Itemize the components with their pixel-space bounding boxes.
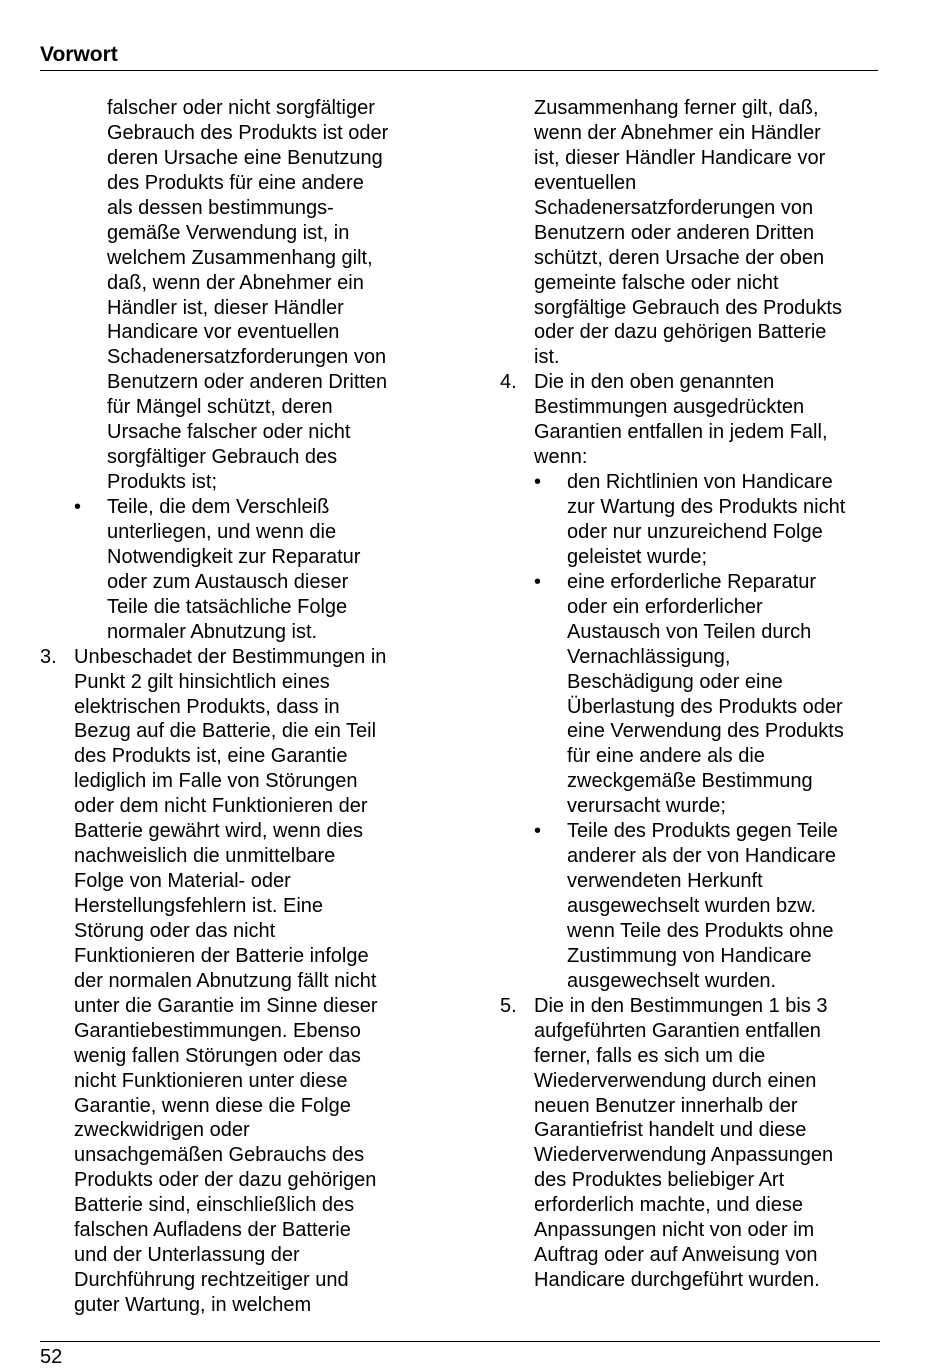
line-text: Handicare durchgeführt wurden. <box>534 1269 820 1292</box>
text-line <box>500 146 880 171</box>
line-text: Benutzern oder anderen Dritten <box>534 221 815 244</box>
line-text: Die in den oben genannten <box>534 371 775 394</box>
line-text: Funktionieren der Batterie infolge <box>74 944 369 967</box>
text-line <box>40 719 420 744</box>
text-line <box>500 869 880 894</box>
line-text: Auftrag oder auf Anweisung von <box>534 1244 818 1267</box>
text-line <box>500 171 880 196</box>
numbered-item-line <box>500 994 880 1019</box>
line-text: gemeinte falsche oder nicht <box>534 271 779 294</box>
line-text: oder zum Austausch dieser <box>107 570 349 593</box>
header-divider <box>40 70 878 71</box>
line-text: zweckgemäße Bestimmung <box>567 770 813 793</box>
text-line <box>500 719 880 744</box>
line-text: Teile die tatsächliche Folge <box>107 595 348 618</box>
left-text-column <box>40 96 420 1318</box>
line-text: sorgfältiger Gebrauch des <box>107 446 338 469</box>
text-line <box>40 146 420 171</box>
line-text: ausgewechselt wurden bzw. <box>567 895 817 917</box>
line-text: schützt, deren Ursache der oben <box>534 246 825 269</box>
text-line <box>40 744 420 769</box>
text-line <box>500 296 880 321</box>
line-text: Handicare vor eventuellen <box>107 321 340 344</box>
line-text: Wiederverwendung Anpassungen <box>534 1144 834 1167</box>
line-text: Wiederverwendung durch einen <box>534 1069 817 1092</box>
numbered-item-line <box>500 370 880 395</box>
line-text: lediglich im Falle von Störungen <box>74 770 358 793</box>
line-text: Produkts ist; <box>107 471 218 494</box>
text-line <box>40 670 420 695</box>
text-line <box>40 171 420 196</box>
text-line <box>40 345 420 370</box>
line-text: oder der dazu gehörigen Batterie <box>534 321 827 344</box>
line-text: erforderlich machte, und diese <box>534 1194 804 1217</box>
text-line <box>40 520 420 545</box>
text-line <box>500 246 880 271</box>
line-text: deren Ursache eine Benutzung <box>107 146 383 169</box>
bullet-item-line <box>500 570 880 595</box>
line-text: Händler ist, dieser Händler <box>107 296 344 319</box>
line-text: Bestimmungen ausgedrückten <box>534 396 805 419</box>
text-line <box>500 1094 880 1119</box>
text-line <box>40 1193 420 1218</box>
bullet-item-line <box>500 819 880 844</box>
text-line <box>40 1293 420 1318</box>
text-line <box>500 520 880 545</box>
line-text: Bezug auf die Batterie, die ein Teil <box>74 720 377 743</box>
line-text: nachweislich die unmittelbare <box>74 845 336 868</box>
line-text: nicht Funktionieren unter diese <box>74 1069 348 1092</box>
line-text: Herstellungsfehlern ist. Eine <box>74 895 324 917</box>
text-line <box>40 869 420 894</box>
text-line <box>40 1218 420 1243</box>
line-text: Zustimmung von Handicare <box>567 944 812 967</box>
line-text: Garantie, wenn diese die Folge <box>74 1094 351 1117</box>
line-text: unterliegen, und wenn die <box>107 520 337 543</box>
text-line <box>500 944 880 969</box>
text-line <box>40 1243 420 1268</box>
text-line <box>40 246 420 271</box>
line-text: sorgfältige Gebrauch des Produkts <box>534 296 842 319</box>
text-line <box>40 894 420 919</box>
text-line <box>500 271 880 296</box>
text-line <box>40 445 420 470</box>
text-line <box>500 320 880 345</box>
line-text: des Produkts ist, eine Garantie <box>74 745 348 768</box>
footer-divider <box>40 1341 880 1342</box>
text-line <box>500 1019 880 1044</box>
line-text: des Produktes beliebiger Art <box>534 1169 785 1192</box>
bullet-icon: • <box>74 496 82 518</box>
section-title: Vorwort <box>40 43 118 66</box>
text-line <box>40 320 420 345</box>
line-text: Unbeschadet der Bestimmungen in <box>74 645 387 668</box>
text-line <box>500 1193 880 1218</box>
line-text: ausgewechselt wurden. <box>567 969 777 992</box>
line-text: wenn Teile des Produkts ohne <box>567 919 834 942</box>
line-text: neuen Benutzer innerhalb der <box>534 1094 798 1117</box>
text-line <box>500 595 880 620</box>
right-text-column <box>500 96 880 1293</box>
text-line <box>40 1094 420 1119</box>
line-text: Teile, die dem Verschleiß <box>107 496 330 518</box>
line-text: Teile des Produkts gegen Teile <box>567 820 838 843</box>
text-line <box>500 794 880 819</box>
text-line <box>500 445 880 470</box>
line-text: verwendeten Herkunft <box>567 870 763 893</box>
line-text: wenn: <box>534 446 588 469</box>
text-line <box>500 969 880 994</box>
text-line <box>500 395 880 420</box>
page-number: 52 <box>40 1346 63 1368</box>
text-line <box>500 1218 880 1243</box>
line-text: wenn der Abnehmer ein Händler <box>534 121 821 144</box>
text-line <box>40 545 420 570</box>
text-line <box>40 1168 420 1193</box>
text-line <box>40 420 420 445</box>
text-line <box>40 695 420 720</box>
line-text: elektrischen Produkts, dass in <box>74 695 340 718</box>
line-text: Gebrauch des Produkts ist oder <box>107 121 389 144</box>
line-text: ist. <box>534 346 560 369</box>
text-line <box>500 894 880 919</box>
line-text: oder dem nicht Funktionieren der <box>74 795 368 818</box>
line-text: eine Verwendung des Produkts <box>567 720 844 743</box>
line-text: Austausch von Teilen durch <box>567 620 812 643</box>
text-line <box>500 919 880 944</box>
line-text: Garantien entfallen in jedem Fall, <box>534 421 828 444</box>
line-text: Zusammenhang ferner gilt, daß, <box>534 97 819 119</box>
line-text: Benutzern oder anderen Dritten <box>107 371 388 394</box>
text-line <box>40 1044 420 1069</box>
text-line <box>500 1268 880 1293</box>
line-text: Beschädigung oder eine <box>567 670 783 693</box>
line-text: und der Unterlassung der <box>74 1244 300 1267</box>
bullet-icon: • <box>534 820 542 843</box>
line-text: wenig fallen Störungen oder das <box>74 1044 361 1067</box>
bullet-icon: • <box>534 570 542 593</box>
line-text: welchem Zusammenhang gilt, <box>107 246 373 269</box>
text-line <box>500 1118 880 1143</box>
text-line <box>500 495 880 520</box>
line-text: Schadenersatzforderungen von <box>534 196 814 219</box>
text-line <box>40 969 420 994</box>
line-text: Folge von Material- oder <box>74 870 291 893</box>
text-line <box>40 395 420 420</box>
text-line <box>500 695 880 720</box>
text-line <box>500 221 880 246</box>
list-number: 3. <box>40 645 57 668</box>
text-line <box>500 620 880 645</box>
line-text: Notwendigkeit zur Reparatur <box>107 545 361 568</box>
line-text: Produkts oder der dazu gehörigen <box>74 1169 377 1192</box>
text-line <box>500 196 880 221</box>
line-text: zur Wartung des Produkts nicht <box>567 496 846 518</box>
text-line <box>500 345 880 370</box>
line-text: unsachgemäßen Gebrauchs des <box>74 1144 365 1167</box>
line-text: ist, dieser Händler Handicare vor <box>534 146 826 169</box>
line-text: guter Wartung, in welchem <box>74 1294 312 1316</box>
bullet-item-line <box>40 495 420 520</box>
line-text: eventuellen <box>534 171 637 194</box>
text-line <box>40 769 420 794</box>
bullet-item-line <box>500 470 880 495</box>
text-line <box>500 121 880 146</box>
text-line <box>40 570 420 595</box>
text-line <box>500 420 880 445</box>
line-text: Überlastung des Produkts oder <box>567 695 843 718</box>
bullet-icon: • <box>534 471 542 494</box>
text-line <box>500 769 880 794</box>
list-number: 5. <box>500 994 517 1017</box>
text-line <box>40 221 420 246</box>
text-line <box>40 96 420 121</box>
line-text: geleistet wurde; <box>567 545 708 568</box>
line-text: gemäße Verwendung ist, in <box>107 221 350 244</box>
text-line <box>40 1069 420 1094</box>
line-text: zweckwidrigen oder <box>74 1119 250 1142</box>
line-text: Garantiefrist handelt und diese <box>534 1119 807 1142</box>
text-line <box>40 595 420 620</box>
line-text: unter die Garantie im Sinne dieser <box>74 994 378 1017</box>
line-text: Punkt 2 gilt hinsichtlich eines <box>74 670 330 693</box>
line-text: daß, wenn der Abnehmer ein <box>107 271 364 294</box>
text-line <box>500 670 880 695</box>
text-line <box>40 819 420 844</box>
line-text: falscher oder nicht sorgfältiger <box>107 97 375 119</box>
list-number: 4. <box>500 371 517 394</box>
line-text: Garantiebestimmungen. Ebenso <box>74 1019 361 1042</box>
text-line <box>40 919 420 944</box>
line-text: ferner, falls es sich um die <box>534 1044 766 1067</box>
line-text: als dessen bestimmungs- <box>107 196 334 219</box>
line-text: für Mängel schützt, deren <box>107 396 333 419</box>
text-line <box>40 994 420 1019</box>
line-text: normaler Abnutzung ist. <box>107 620 318 643</box>
text-line <box>40 620 420 645</box>
line-text: verursacht wurde; <box>567 795 726 818</box>
line-text: eine erforderliche Reparatur <box>567 570 817 593</box>
text-line <box>500 96 880 121</box>
line-text: Schadenersatzforderungen von <box>107 346 387 369</box>
line-text: den Richtlinien von Handicare <box>567 471 833 494</box>
line-text: Durchführung rechtzeitiger und <box>74 1269 349 1292</box>
text-line <box>40 370 420 395</box>
text-line <box>40 944 420 969</box>
line-text: falschen Aufladens der Batterie <box>74 1219 351 1242</box>
text-line <box>500 744 880 769</box>
line-text: Batterie sind, einschließlich des <box>74 1194 355 1217</box>
text-line <box>500 1143 880 1168</box>
line-text: Ursache falscher oder nicht <box>107 421 351 444</box>
text-line <box>40 1118 420 1143</box>
line-text: oder nur unzureichend Folge <box>567 520 823 543</box>
text-line <box>40 1268 420 1293</box>
line-text: Anpassungen nicht von oder im <box>534 1219 815 1242</box>
line-text: oder ein erforderlicher <box>567 595 763 618</box>
line-text: aufgeführten Garantien entfallen <box>534 1019 821 1042</box>
text-line <box>40 794 420 819</box>
line-text: Störung oder das nicht <box>74 919 276 942</box>
text-line <box>500 844 880 869</box>
text-line <box>40 470 420 495</box>
text-line <box>40 844 420 869</box>
text-line <box>40 296 420 321</box>
text-line <box>500 1168 880 1193</box>
line-text: Vernachlässigung, <box>567 645 731 668</box>
line-text: Die in den Bestimmungen 1 bis 3 <box>534 994 828 1017</box>
numbered-item-line <box>40 645 420 670</box>
text-line <box>40 121 420 146</box>
text-line <box>500 645 880 670</box>
text-line <box>40 196 420 221</box>
text-line <box>500 545 880 570</box>
text-line <box>500 1243 880 1268</box>
text-line <box>500 1044 880 1069</box>
line-text: Batterie gewährt wird, wenn dies <box>74 820 364 843</box>
text-line <box>500 1069 880 1094</box>
line-text: der normalen Abnutzung fällt nicht <box>74 969 377 992</box>
text-line <box>40 271 420 296</box>
line-text: für eine andere als die <box>567 745 765 768</box>
text-line <box>40 1019 420 1044</box>
line-text: des Produkts für eine andere <box>107 171 364 194</box>
text-line <box>40 1143 420 1168</box>
line-text: anderer als der von Handicare <box>567 845 837 868</box>
